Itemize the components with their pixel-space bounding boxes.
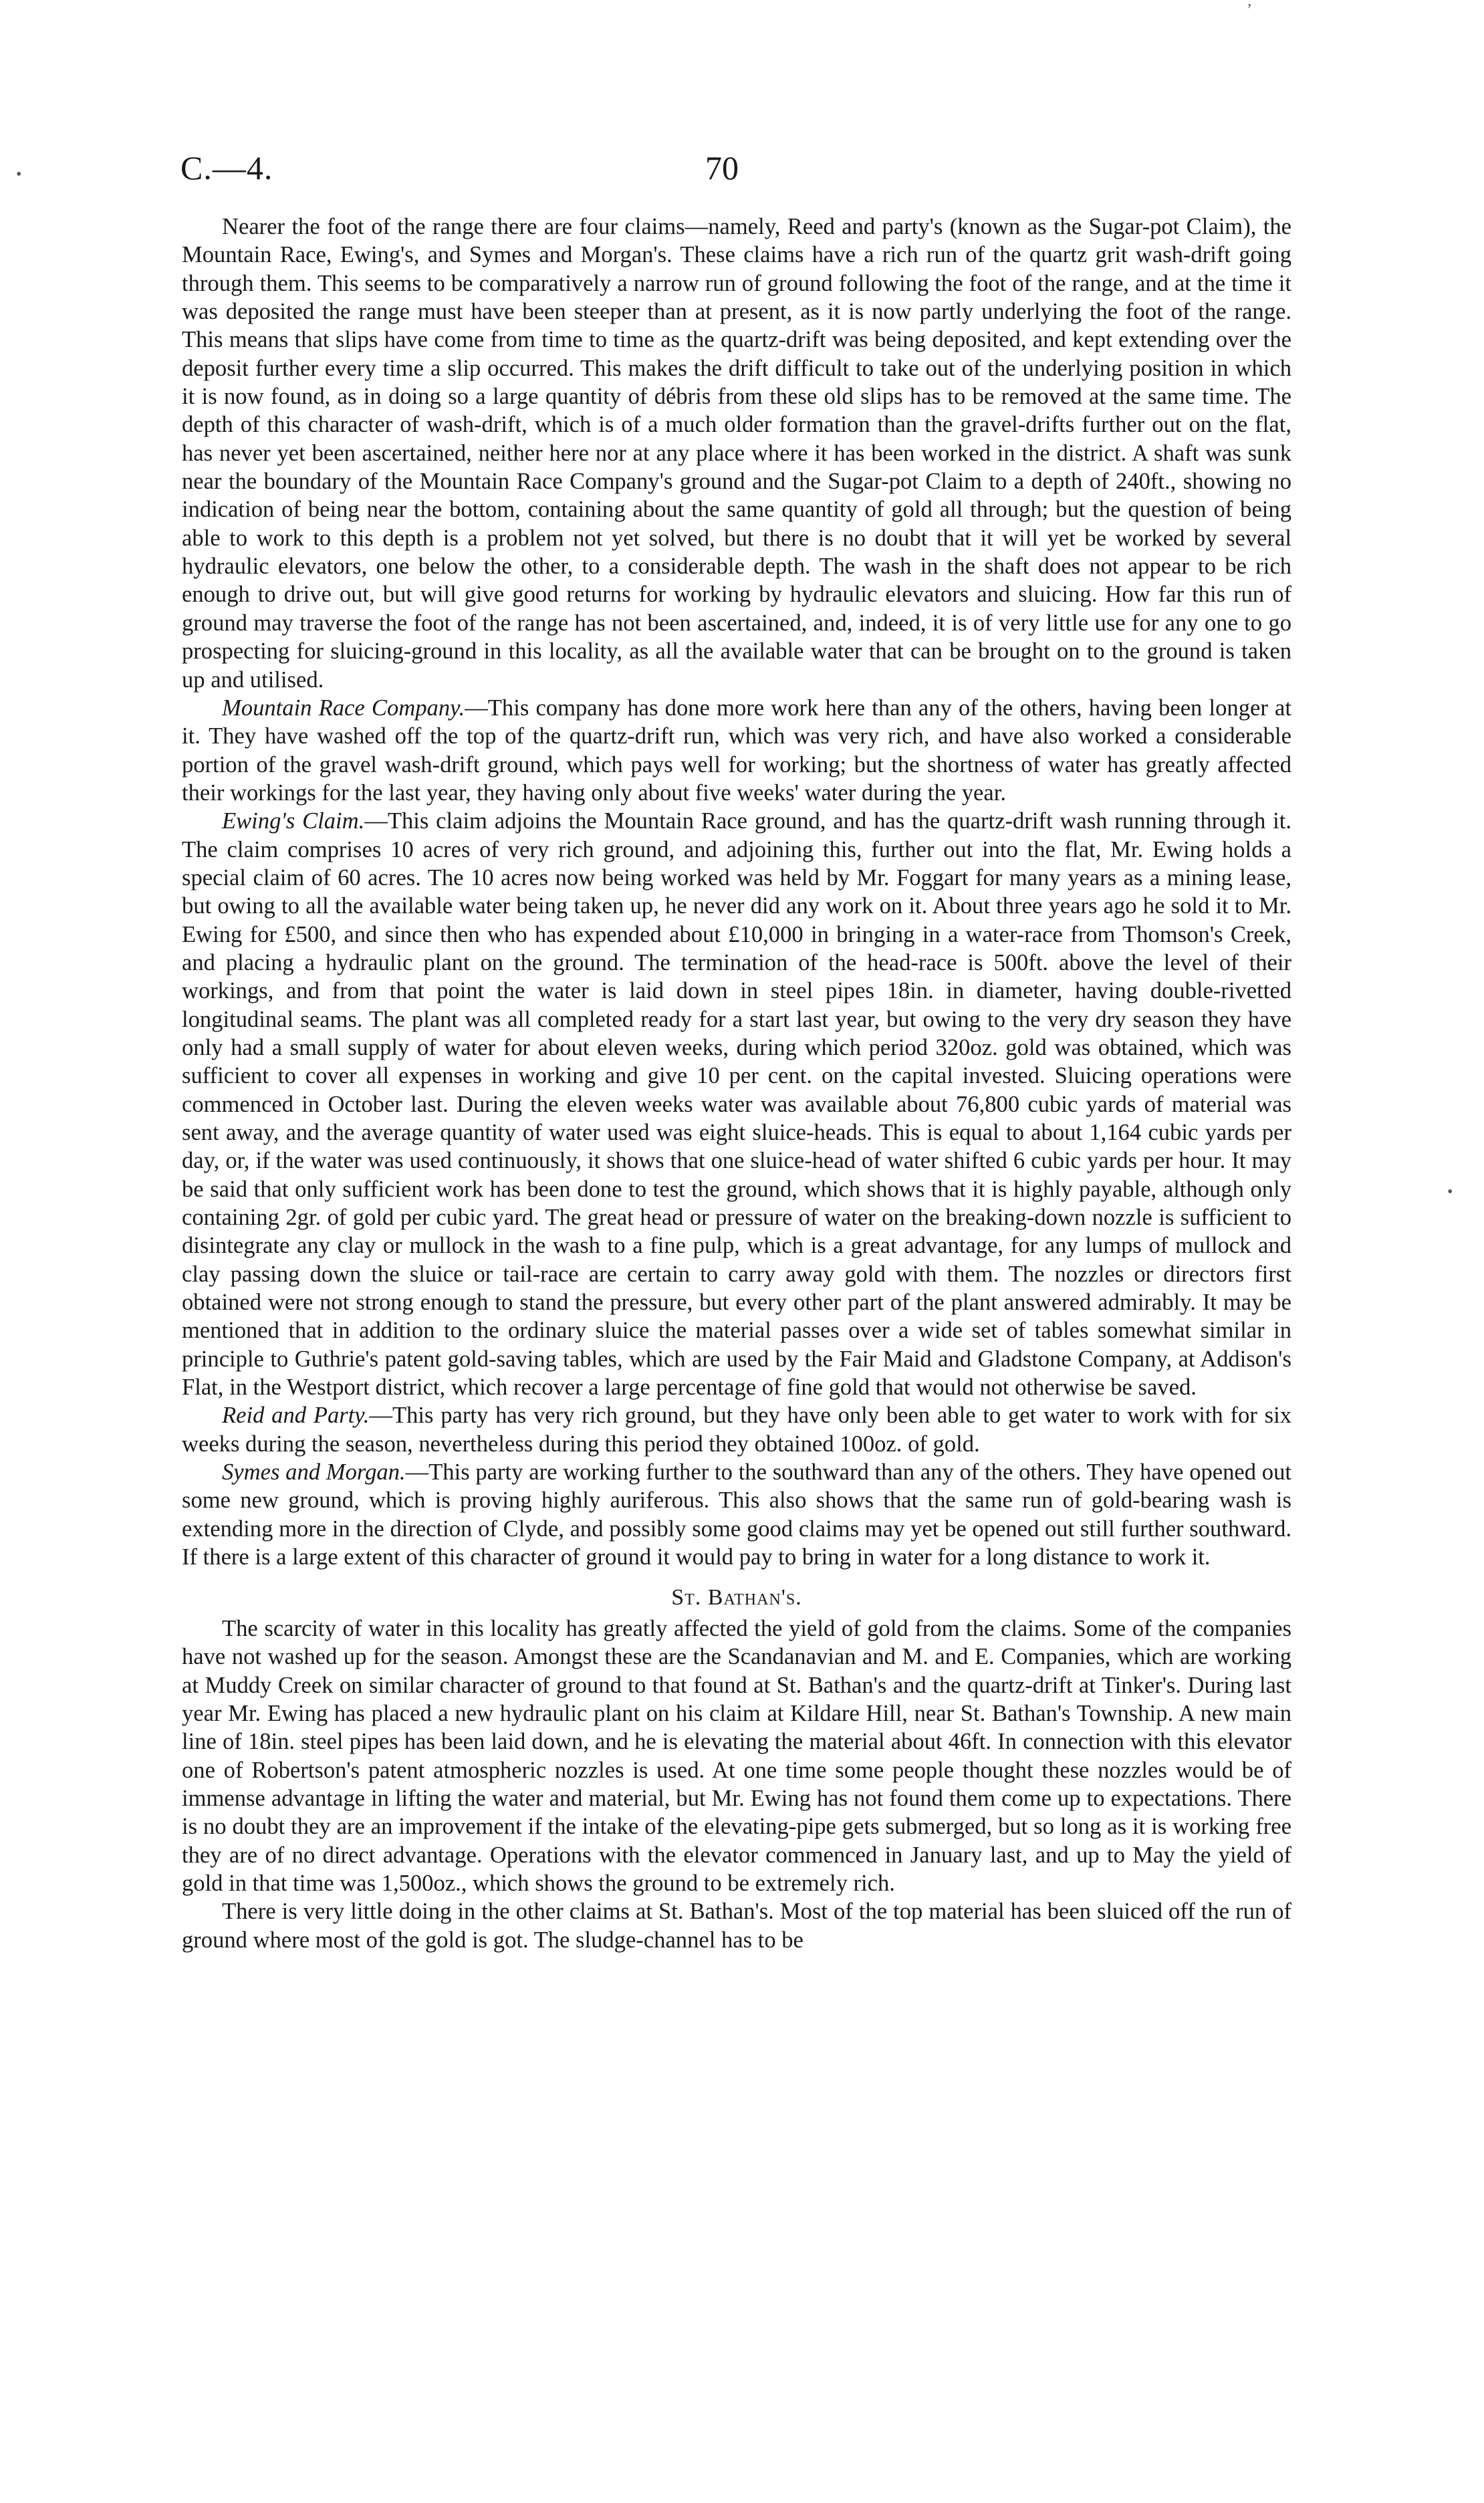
paragraph-mountain-race: [182, 694, 1291, 807]
paragraph-symes-morgan: [182, 1458, 1291, 1571]
paragraph-lead-ewings-claim: Ewing's Claim.: [222, 808, 365, 834]
paragraph-st-bathans-scarcity: The scarcity of water in this locality has greatly affected the yield of gold from the claims. Some of the companies have not washed up for the season. Amongst these are the Scandanavian and M. and E. Companies, which are working at Muddy Creek on similar character of ground to that found at St. Bathan's and the quartz-drift at Tinker's. During last year Mr. Ewing has placed a new hydraulic plant on his claim at Kildare Hill, near St. Bathan's Township. A new main line of 18in. steel pipes has been laid down, and he is elevating the material about 46ft. In connection with this elevator one of Robertson's patent atmospheric nozzles is used. At one time some people thought these nozzles would be of immense advantage in lifting the water and material, but Mr. Ewing has not found them come up to expectations. There is no doubt they are an improvement if the intake of the elevating-pipe gets submerged, but so long as it is working free they are of no direct advantage. Operations with the elevator commenced in January last, and up to May the yield of gold in that time was 1,500oz., which shows the ground to be extremely rich.: [182, 1615, 1291, 1896]
margin-dot-mark: •: [1447, 1183, 1453, 1201]
paragraph-lead-reid-party: Reid and Party.: [222, 1403, 370, 1429]
paragraph-st-bathans-other-claims: There is very little doing in the other claims at St. Bathan's. Most of the top material has been sluiced off the run of ground where most of the gold is got. The sludge-channel has to be: [182, 1899, 1291, 1953]
section-heading-st-bathans: [182, 1584, 1291, 1612]
paragraph-text-reid-party: —This party has very rich ground, but they have only been able to get water to work with for six weeks during the season, nevertheless during this period they obtained 100oz. of gold.: [182, 1403, 1291, 1457]
paragraph-text-ewings-claim: —This claim adjoins the Mountain Race ground, and has the quartz-drift wash running through it. The claim comprises 10 acres of very rich ground, and adjoining this, further out into the flat, Mr. Ewing holds a special claim of 60 acres. The 10 acres now being worked was held by Mr. Foggart for many years as a mining lease, but owing to all the available water being taken up, he never did any work on it. About three years ago he sold it to Mr. Ewing for £500, and since then who has expended about £10,000 in bringing in a water-race from Thomson's Creek, and placing a hydraulic plant on the ground. The termination of the head-race is 500ft. above the level of their workings, and from that point the water is laid down in steel pipes 18in. in diameter, having double-rivetted longitudinal seams. The plant was all completed ready for a start last year, but owing to the very dry season they have only had a small supply of water for about eleven weeks, during which period 320oz. gold was obtained, which was sufficient to cover all expenses in working and give 10 per cent. on the capital invested. Sluicing operations were commenced in October last. During the eleven weeks water was available about 76,800 cubic yards of material was sent away, and the average quantity of water used was eight sluice-heads. This is equal to about 1,164 cubic yards per day, or, if the water was used continuously, it shows that one sluice-head of water shifted 6 cubic yards per hour. It may be said that only sufficient work has been done to test the ground, which shows that it is highly payable, although only containing 2gr. of gold per cubic yard. The great head or pressure of water on the breaking-down nozzle is sufficient to disintegrate any clay or mullock in the wash to a fine pulp, which is a great advantage, for any lumps of mullock and clay passing down the sluice or tail-race are certain to carry away gold with them. The nozzles or directors first obtained were not strong enough to stand the pressure, but every other part of the plant answered admirably. It may be mentioned that in addition to the ordinary sluice the material passes over a wide set of tables somewhat similar in principle to Guthrie's patent gold-saving tables, which are used by the Fair Maid and Gladstone Company, at Addison's Flat, in the Westport district, which recover a large percentage of fine gold that would not otherwise be saved.: [182, 808, 1291, 1401]
section-heading-text: St. Bathan's.: [671, 1584, 802, 1610]
document-reference: C.—4.: [180, 149, 273, 187]
paragraph-foot-of-range: Nearer the foot of the range there are four claims—namely, Reed and party's (known as the Sugar-pot Claim), the Mountain Race, Ewing's, and Symes and Morgan's. These claims have a rich run of the quartz grit wash-drift going through them. This seems to be comparatively a narrow run of ground following the foot of the range, and at the time it was deposited the range must have been steeper than at present, as it is now partly underlying the foot of the range. This means that slips have come from time to time as the quartz-drift was being deposited, and kept extending over the deposit further every time a slip occurred. This makes the drift difficult to take out of the underlying position in which it is now found, as in doing so a large quantity of débris from these old slips has to be removed at the same time. The depth of this character of wash-drift, which is of a much older formation than the gravel-drifts further out on the flat, has never yet been ascertained, neither here nor at any place where it has been worked in the district. A shaft was sunk near the boundary of the Mountain Race Company's ground and the Sugar-pot Claim to a depth of 240ft., showing no indication of being near the bottom, containing about the same quantity of gold all through; but the question of being able to work to this depth is a problem not yet solved, but there is no doubt that it will yet be worked by several hydraulic elevators, one below the other, to a considerable depth. The wash in the shaft does not appear to be rich enough to drive out, but will give good returns for working by hydraulic elevators and sluicing. How far this run of ground may traverse the foot of the range has not been ascertained, and, indeed, it is of very little use for any one to go prospecting for sluicing-ground in this locality, as all the available water that can be brought on to the ground is taken up and utilised.: [182, 214, 1291, 693]
paragraph-ewings-claim: [182, 807, 1291, 1401]
paragraph-text-mountain-race: —This company has done more work here than any of the others, having been longer at it. They have washed off the top of the quartz-drift run, which was very rich, and have also worked a considerable portion of the gravel wash-drift ground, which pays well for working; but the shortness of water has greatly affected their workings for the last year, they having only about five weeks' water during the year.: [182, 695, 1291, 806]
paragraph-lead-symes-morgan: Symes and Morgan.: [222, 1459, 406, 1485]
article-body: [182, 213, 1291, 1954]
paragraph-reid-party: [182, 1401, 1291, 1458]
page-number: 70: [705, 149, 739, 187]
paragraph-text-symes-morgan: —This party are working further to the southward than any of the others. They have opened out some new ground, which is proving highly auriferous. This also shows that the same run of gold-bearing wash is extending more in the direction of Clyde, and possibly some good claims may yet be opened out still further southward. If there is a large extent of this character of ground it would pay to bring in water for a long distance to work it.: [182, 1459, 1291, 1570]
paragraph-lead-mountain-race: Mountain Race Company.: [222, 695, 465, 721]
margin-dot-mark: •: [16, 166, 22, 183]
corner-tick-mark: ʼ: [1247, 1, 1252, 19]
